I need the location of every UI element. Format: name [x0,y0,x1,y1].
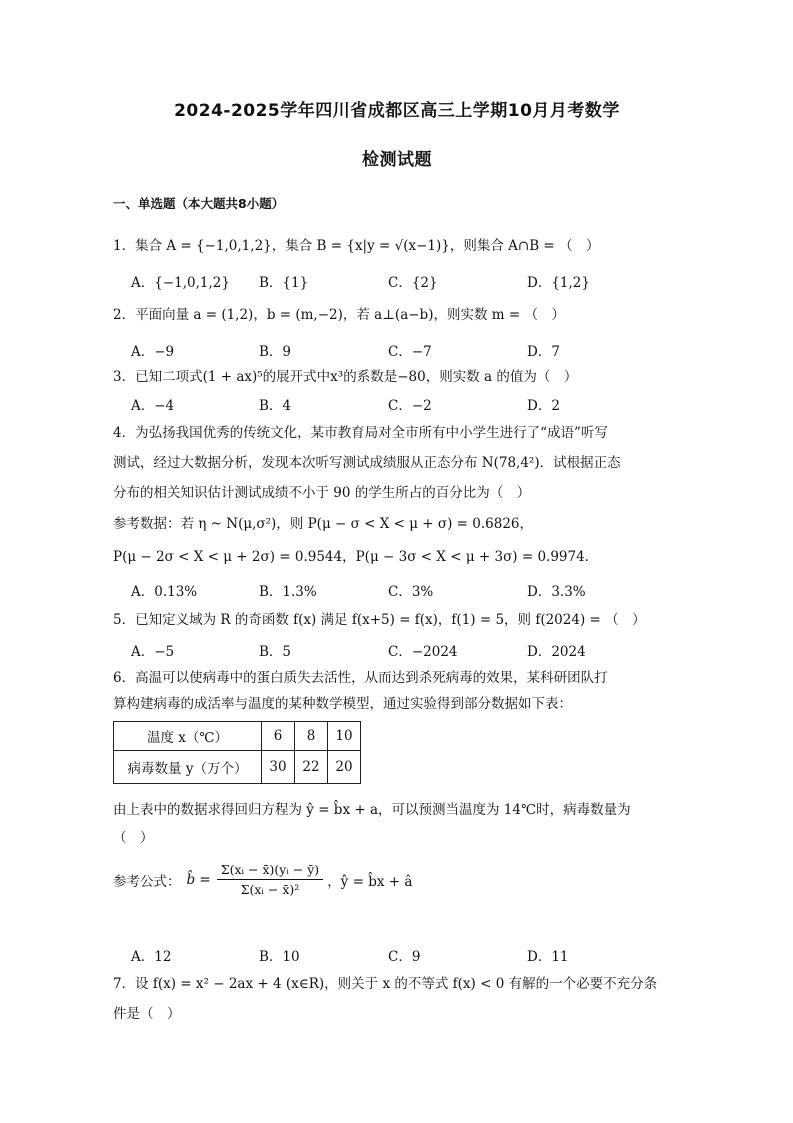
question-2-stem: 2．平面向量 a = (1,2)，b = (m,−2)，若 a⊥(a−b)，则实数 m = （ ） [113,307,565,323]
question-4-line2: 测试，经过大数据分析，发现本次听写测试成绩服从正态分布 N(78,4²)．试根据正态 [113,455,621,471]
q4-option-d: D．3.3% [527,584,586,600]
q6-option-b: B．10 [259,949,300,965]
doc-title-line2: 检测试题 [362,150,432,170]
question-7-line2: 件是（ ） [113,1006,181,1022]
data-table [113,721,361,784]
question-4-line1: 4．为弘扬我国优秀的传统文化，某市教育局对全市所有中小学生进行了“成语”听写 [113,425,608,441]
q6-option-d: D．11 [527,949,569,965]
q2-option-d: D．7 [527,344,560,360]
q4-option-a: A．0.13% [131,584,198,600]
table-cell: 病毒数量 y（万个） [114,751,262,784]
formula-lhs: b̂ = [186,871,211,888]
formula-numerator: Σ(xᵢ − x̄)(yᵢ − ȳ) [217,862,323,880]
table-row [114,751,361,784]
question-5-stem: 5．已知定义域为 R 的奇函数 f(x) 满足 f(x+5) = f(x)，f(1) = 5，则 f(2024) = （ ） [113,612,646,628]
question-1-stem: 1．集合 A = {−1,0,1,2}，集合 B = {x|y = √(x−1)}，则集合 A∩B = （ ） [113,238,600,254]
formula-denominator: Σ(xᵢ − x̄)² [240,882,300,897]
question-6-line2: 算构建病毒的成活率与温度的某种数学模型，通过实验得到部分数据如下表： [113,696,572,712]
q6-option-c: C．9 [388,949,421,965]
table-cell: 20 [328,751,361,784]
question-4-reference-1: 参考数据：若 η ~ N(μ,σ²)，则 P(μ − σ < X < μ + σ) = 0.6826， [113,516,534,532]
question-4-reference-2: P(μ − 2σ < X < μ + 2σ) = 0.9544，P(μ − 3σ < X < μ + 3σ) = 0.9974． [113,549,599,565]
q1-option-a: A．{−1,0,1,2} [131,275,230,291]
question-3-stem: 3．已知二项式(1 + ax)⁵的展开式中x³的系数是−80，则实数 a 的值为（ ） [113,369,578,385]
q3-option-d: D．2 [527,398,560,414]
question-6-bracket: （ ） [113,830,154,846]
q1-option-b: B．{1} [259,275,309,291]
q2-option-a: A．−9 [131,344,175,360]
q6-option-a: A．12 [131,949,172,965]
table-cell: 8 [295,722,328,751]
q2-option-c: C．−7 [388,344,432,360]
q3-option-c: C．−2 [388,398,432,414]
question-6-line1: 6．高温可以使病毒中的蛋白质失去活性，从而达到杀死病毒的效果，某科研团队打 [113,670,608,686]
formula-tail: ，ŷ = b̂x + â [327,873,413,890]
q3-option-b: B．4 [259,398,292,414]
q1-option-c: C．{2} [388,275,438,291]
table-cell: 温度 x（℃） [114,722,262,751]
formula-label: 参考公式： [113,873,181,890]
question-7-line1: 7．设 f(x) = x² − 2ax + 4 (x∈R)，则关于 x 的不等式 f(x) < 0 有解的一个必要不充分条 [113,976,658,992]
reference-formula [113,862,412,897]
table-row [114,722,361,751]
q5-option-b: B．5 [259,644,292,660]
q2-option-b: B．9 [259,344,292,360]
question-4-line3: 分布的相关知识估计测试成绩不小于 90 的学生所占的百分比为（ ） [113,485,531,501]
q5-option-c: C．−2024 [388,644,458,660]
q5-option-a: A．−5 [131,644,175,660]
q4-option-b: B．1.3% [259,584,317,600]
table-cell: 10 [328,722,361,751]
q3-option-a: A．−4 [131,398,175,414]
q1-option-d: D．{1,2} [527,275,590,291]
table-cell: 6 [262,722,295,751]
formula-fraction [217,862,323,897]
table-cell: 30 [262,751,295,784]
q4-option-c: C．3% [388,584,434,600]
table-cell: 22 [295,751,328,784]
doc-title-line1: 2024-2025学年四川省成都区高三上学期10月月考数学 [174,101,620,121]
question-6-after-table: 由上表中的数据求得回归方程为 ŷ = b̂x + a，可以预测当温度为 14℃时，病毒数量为 [113,802,631,818]
section-heading: 一、单选题（本大题共8小题） [113,196,285,211]
q5-option-d: D．2024 [527,644,586,660]
